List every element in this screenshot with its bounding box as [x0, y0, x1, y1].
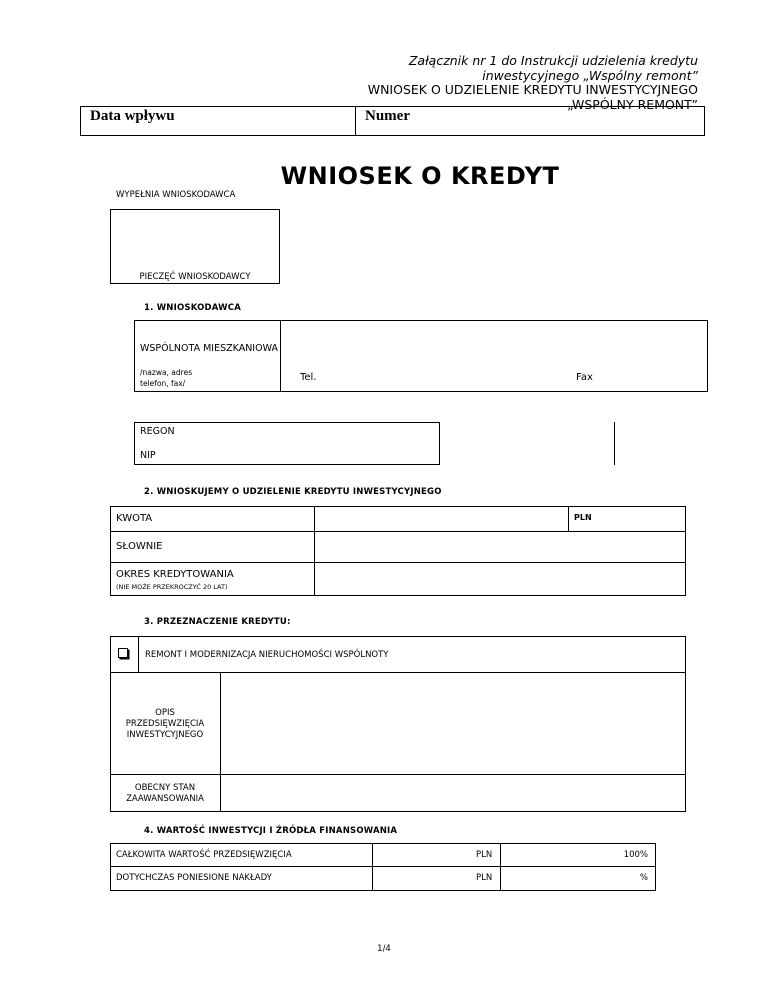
page-title: WNIOSEK O KREDYT	[280, 162, 560, 190]
header-line-2: inwestycyjnego „Wspólny remont”	[482, 67, 698, 83]
purpose-row-divider-2	[110, 774, 686, 775]
loan-period-hint: (NIE MOŻE PRZEKROCZYĆ 20 LAT)	[116, 583, 228, 591]
purpose-option-label: REMONT I MODERNIZACJA NIERUCHOMOŚCI WSPÓLNOTY	[145, 650, 389, 660]
applicant-entity-label: WSPÓLNOTA MIESZKANIOWA	[140, 343, 278, 354]
loan-period-input[interactable]	[316, 564, 684, 594]
section-3-heading: 3. PRZEZNACZENIE KREDYTU:	[144, 617, 291, 627]
regon-label: REGON	[140, 426, 175, 437]
amount-words-input[interactable]	[316, 534, 684, 560]
checkbox-cell-divider	[138, 636, 139, 672]
total-value-label: CAŁKOWITA WARTOŚĆ PRZEDSIĘWZIĘCIA	[116, 850, 292, 860]
incurred-costs-percent: %	[639, 873, 648, 883]
progress-status-input[interactable]	[222, 776, 684, 810]
description-label-line-3: INWESTYCYJNEGO	[126, 730, 204, 740]
amount-words-label: SŁOWNIE	[116, 541, 163, 552]
purpose-row-divider-1	[110, 672, 686, 673]
header-line-4: „WSPÓLNY REMONT”	[567, 96, 698, 112]
fax-label: Fax	[576, 372, 593, 383]
date-received-label: Data wpływu	[90, 108, 175, 124]
registry-divider	[355, 106, 356, 136]
total-value-currency: PLN	[476, 850, 493, 860]
applicant-divider	[280, 320, 281, 392]
financing-col-divider-1	[372, 843, 373, 891]
incurred-costs-label: DOTYCHCZAS PONIESIONE NAKŁADY	[116, 873, 272, 883]
header-line-1: Załącznik nr 1 do Instrukcji udzielenia kredytu	[408, 53, 698, 68]
description-label-line-2: PRZEDSIĘWZIĘCIA	[125, 719, 205, 729]
loan-row-divider-1	[110, 531, 686, 532]
loan-row-divider-2	[110, 562, 686, 563]
currency-divider	[568, 506, 569, 531]
number-label: Numer	[365, 108, 410, 124]
nip-label: NIP	[140, 450, 156, 461]
loan-table-divider	[314, 506, 315, 596]
regon-nip-box[interactable]	[134, 422, 440, 465]
description-label-line-1: OPIS	[155, 708, 175, 718]
progress-status-label	[110, 783, 220, 805]
stamp-label: PIECZĘĆ WNIOSKODAWCY	[139, 272, 251, 282]
header-line-3: WNIOSEK O UDZIELENIE KREDYTU INWESTYCYJNEGO	[367, 82, 698, 97]
filled-by-label: WYPEŁNIA WNIOSKODAWCA	[116, 190, 236, 200]
applicant-details-field[interactable]	[282, 322, 706, 390]
applicant-hint-line-2: telefon, fax/	[140, 379, 186, 388]
tel-label: Tel.	[300, 372, 317, 383]
page-number: 1/4	[377, 944, 391, 954]
purpose-col-divider	[220, 672, 221, 812]
applicant-hint	[140, 367, 192, 389]
progress-status-line-2: ZAAWANSOWANIA	[126, 794, 204, 804]
financing-col-divider-2	[500, 843, 501, 891]
progress-status-line-1: OBECNY STAN	[134, 783, 196, 793]
loan-period-label: OKRES KREDYTOWANIA	[116, 569, 234, 580]
regon-right-mark	[614, 422, 615, 465]
purpose-checkbox[interactable]	[118, 648, 128, 658]
applicant-hint-line-1: /nazwa, adres	[140, 368, 193, 377]
description-input[interactable]	[222, 674, 684, 772]
section-2-heading: 2. WNIOSKUJEMY O UDZIELENIE KREDYTU INWESTYCYJNEGO	[144, 487, 442, 497]
amount-currency: PLN	[574, 513, 592, 522]
total-value-percent: 100%	[623, 850, 648, 860]
document-header	[368, 54, 698, 112]
amount-label: KWOTA	[116, 513, 153, 524]
financing-row-divider	[110, 866, 656, 867]
section-1-heading: 1. WNIOSKODAWCA	[144, 303, 241, 313]
incurred-costs-currency: PLN	[476, 873, 493, 883]
section-4-heading: 4. WARTOŚĆ INWESTYCJI I ŹRÓDŁA FINANSOWANIA	[144, 826, 398, 836]
description-label	[110, 708, 220, 741]
amount-input[interactable]	[316, 508, 566, 530]
